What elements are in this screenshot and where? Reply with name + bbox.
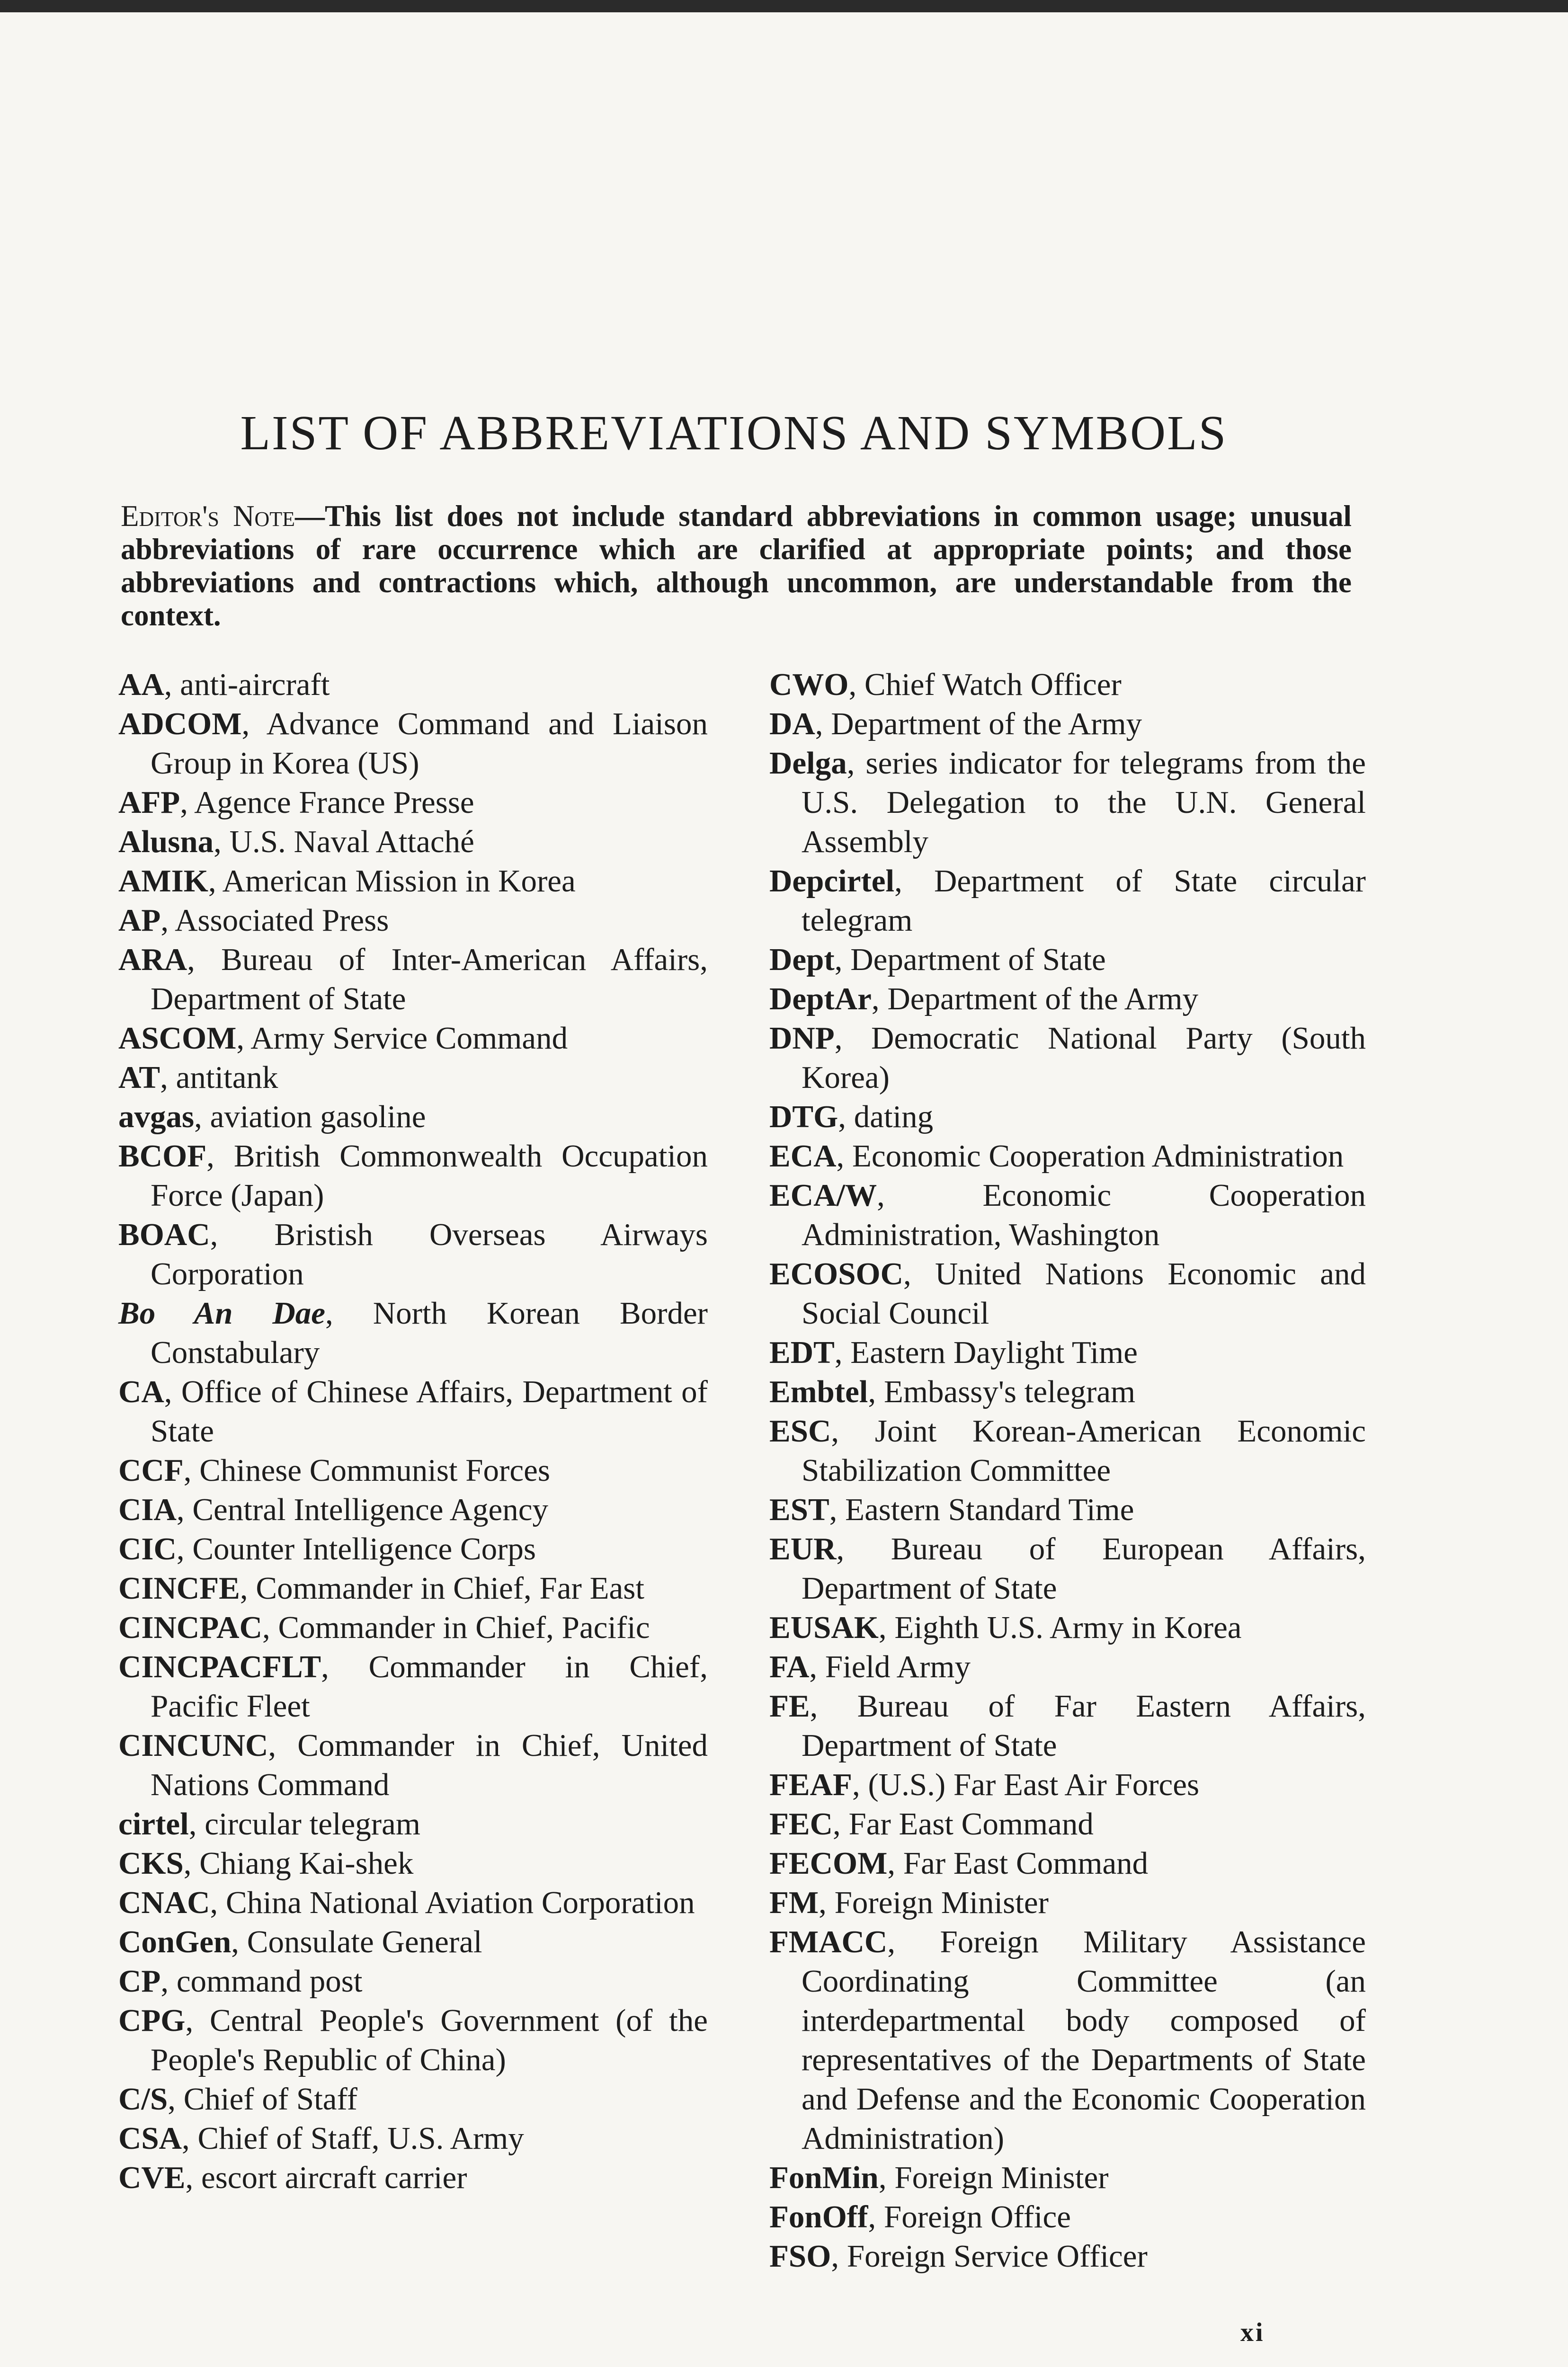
abbreviation-definition: North Korean Border Constabulary bbox=[151, 1296, 708, 1370]
abbreviation-term: DTG bbox=[769, 1099, 838, 1134]
abbreviation-definition: Bureau of Inter-American Affairs, Department of State bbox=[151, 942, 708, 1016]
abbreviation-entry bbox=[769, 1922, 1366, 2158]
abbreviation-entry bbox=[769, 1137, 1366, 1176]
abbreviation-definition: circular telegram bbox=[205, 1806, 420, 1842]
editors-note bbox=[121, 499, 1352, 632]
abbreviation-term: AA bbox=[118, 667, 164, 702]
abbreviation-entry bbox=[118, 1530, 708, 1569]
abbreviation-definition: Bureau of European Affairs, Department of State bbox=[802, 1531, 1366, 1606]
abbreviation-term: CKS bbox=[118, 1846, 184, 1881]
abbreviation-entry bbox=[769, 1019, 1366, 1097]
abbreviation-definition: Far East Command bbox=[903, 1846, 1149, 1881]
abbreviation-entry bbox=[769, 665, 1366, 704]
abbreviation-entry bbox=[118, 1962, 708, 2001]
abbreviation-term: Alusna bbox=[118, 824, 214, 859]
separator: , bbox=[819, 1885, 835, 1920]
abbreviation-term: CINCPAC bbox=[118, 1610, 262, 1645]
abbreviation-definition: Chief Watch Officer bbox=[864, 667, 1122, 702]
abbreviation-entry bbox=[769, 1097, 1366, 1137]
abbreviation-term: Depcirtel bbox=[769, 863, 895, 899]
abbreviation-entry bbox=[769, 1490, 1366, 1530]
separator: , bbox=[194, 1099, 210, 1134]
abbreviation-definition: Far East Command bbox=[848, 1806, 1094, 1842]
abbreviation-definition: Bureau of Far Eastern Affairs, Department of State bbox=[802, 1689, 1366, 1763]
abbreviation-definition: Foreign Service Officer bbox=[846, 2239, 1148, 2274]
separator: , bbox=[240, 1571, 256, 1606]
abbreviation-entry bbox=[769, 862, 1366, 940]
abbreviation-term: CINCPACFLT bbox=[118, 1649, 321, 1684]
abbreviation-definition: Democratic National Party (South Korea) bbox=[802, 1021, 1366, 1095]
abbreviation-term: C/S bbox=[118, 2082, 168, 2117]
abbreviation-term: ESC bbox=[769, 1414, 831, 1449]
abbreviation-entry bbox=[118, 1097, 708, 1137]
abbreviation-term: CA bbox=[118, 1374, 164, 1409]
abbreviation-entry bbox=[769, 2198, 1366, 2237]
abbreviation-entry bbox=[118, 1137, 708, 1215]
separator: , bbox=[176, 1531, 193, 1566]
abbreviation-definition: Eastern Standard Time bbox=[845, 1492, 1134, 1527]
abbreviation-definition: Department of State bbox=[850, 942, 1106, 977]
separator: , bbox=[833, 1806, 849, 1842]
abbreviation-term: Delga bbox=[769, 746, 847, 781]
separator: , bbox=[231, 1924, 247, 1959]
separator: , bbox=[846, 746, 866, 781]
abbreviation-definition: Office of Chinese Affairs, Department of State bbox=[151, 1374, 708, 1449]
abbreviation-term: FSO bbox=[769, 2239, 831, 2274]
abbreviation-term: Bo An Dae bbox=[118, 1296, 326, 1331]
abbreviation-term: FMACC bbox=[769, 1924, 888, 1959]
separator: , bbox=[887, 1846, 903, 1881]
abbreviation-term: ECA/W bbox=[769, 1178, 877, 1213]
separator: , bbox=[878, 2160, 895, 2195]
separator: , bbox=[868, 1374, 884, 1409]
abbreviation-entry bbox=[118, 783, 708, 822]
separator: , bbox=[815, 706, 831, 741]
abbreviation-entry bbox=[769, 1372, 1366, 1412]
abbreviation-term: EDT bbox=[769, 1335, 835, 1370]
abbreviation-term: DeptAr bbox=[769, 981, 872, 1016]
abbreviation-entry bbox=[769, 1608, 1366, 1647]
abbreviation-definition: Embassy's telegram bbox=[883, 1374, 1136, 1409]
abbreviation-term: CP bbox=[118, 1964, 161, 1999]
abbreviation-entry bbox=[118, 862, 708, 901]
abbreviation-term: BOAC bbox=[118, 1217, 210, 1252]
separator: , bbox=[321, 1649, 369, 1684]
abbreviation-definition: Economic Cooperation Administration bbox=[852, 1139, 1344, 1174]
separator: , bbox=[852, 1767, 868, 1802]
separator: , bbox=[268, 1728, 298, 1763]
abbreviation-definition: Chief of Staff bbox=[183, 2082, 357, 2117]
separator: , bbox=[834, 942, 851, 977]
separator: , bbox=[831, 2239, 847, 2274]
separator: , bbox=[182, 2121, 198, 2156]
abbreviation-definition: China National Aviation Corporation bbox=[226, 1885, 695, 1920]
abbreviation-term: CIA bbox=[118, 1492, 177, 1527]
abbreviation-term: ADCOM bbox=[118, 706, 242, 741]
abbreviation-term: ASCOM bbox=[118, 1021, 237, 1056]
abbreviation-entry bbox=[118, 1844, 708, 1883]
abbreviation-term: FonOff bbox=[769, 2199, 868, 2234]
abbreviation-term: DNP bbox=[769, 1021, 835, 1056]
abbreviation-entry bbox=[769, 1333, 1366, 1372]
abbreviation-list-right-column bbox=[769, 665, 1366, 2276]
abbreviation-term: AFP bbox=[118, 785, 180, 820]
separator: , bbox=[164, 1374, 181, 1409]
abbreviation-term: ARA bbox=[118, 942, 187, 977]
separator: , bbox=[185, 2160, 201, 2195]
abbreviation-term: ECA bbox=[769, 1139, 837, 1174]
abbreviation-definition: Economic Cooperation Administration, Washington bbox=[802, 1178, 1366, 1252]
abbreviation-definition: antitank bbox=[176, 1060, 278, 1095]
abbreviation-definition: dating bbox=[854, 1099, 934, 1134]
separator: , bbox=[810, 1689, 857, 1724]
abbreviation-definition: Department of the Army bbox=[831, 706, 1142, 741]
separator: , bbox=[836, 1531, 891, 1566]
separator: , bbox=[829, 1492, 846, 1527]
abbreviation-entry bbox=[769, 2158, 1366, 2198]
abbreviation-term: CSA bbox=[118, 2121, 182, 2156]
abbreviation-entry bbox=[769, 979, 1366, 1019]
abbreviation-entry bbox=[118, 1058, 708, 1097]
separator: , bbox=[188, 1806, 205, 1842]
abbreviation-definition: Field Army bbox=[825, 1649, 971, 1684]
abbreviation-entry bbox=[769, 1647, 1366, 1687]
separator: , bbox=[903, 1256, 935, 1291]
abbreviation-term: Dept bbox=[769, 942, 835, 977]
abbreviation-definition: Chief of Staff, U.S. Army bbox=[197, 2121, 524, 2156]
separator: , bbox=[160, 1964, 177, 1999]
separator: , bbox=[834, 1335, 851, 1370]
abbreviation-entry bbox=[769, 704, 1366, 744]
abbreviation-entry bbox=[769, 1412, 1366, 1490]
abbreviation-entry bbox=[118, 2080, 708, 2119]
abbreviation-definition: Foreign Military Assistance Coordinating Committee (an interdepartmental body composed of representatives of the Departments of State and Defense and the Economic Cooperation Administration) bbox=[802, 1924, 1366, 2156]
abbreviation-term: FM bbox=[769, 1885, 819, 1920]
abbreviation-entry bbox=[118, 1490, 708, 1530]
abbreviation-term: EUR bbox=[769, 1531, 837, 1566]
separator: , bbox=[210, 1217, 275, 1252]
separator: , bbox=[168, 2082, 184, 2117]
abbreviation-entry bbox=[118, 2119, 708, 2158]
abbreviation-definition: escort aircraft carrier bbox=[201, 2160, 467, 2195]
separator: , bbox=[208, 863, 223, 899]
separator: , bbox=[836, 1139, 852, 1174]
top-border bbox=[0, 0, 1568, 12]
editors-note-label: Editor's Note bbox=[121, 499, 295, 533]
abbreviation-definition: Chinese Communist Forces bbox=[199, 1453, 550, 1488]
abbreviation-definition: Department of State circular telegram bbox=[802, 863, 1366, 938]
abbreviation-entry bbox=[769, 1530, 1366, 1608]
abbreviation-definition: Eighth U.S. Army in Korea bbox=[894, 1610, 1242, 1645]
separator: , bbox=[877, 1178, 983, 1213]
abbreviation-entry bbox=[769, 1883, 1366, 1922]
abbreviation-entry bbox=[769, 1176, 1366, 1255]
abbreviation-entry bbox=[118, 940, 708, 1019]
separator: , bbox=[838, 1099, 854, 1134]
abbreviation-definition: Chiang Kai-shek bbox=[199, 1846, 414, 1881]
abbreviation-definition: (U.S.) Far East Air Forces bbox=[868, 1767, 1200, 1802]
abbreviation-definition: American Mission in Korea bbox=[222, 863, 576, 899]
separator: , bbox=[185, 2003, 210, 2038]
separator: , bbox=[180, 785, 195, 820]
abbreviation-term: CIC bbox=[118, 1531, 177, 1566]
abbreviation-term: EUSAK bbox=[769, 1610, 879, 1645]
separator: , bbox=[834, 1021, 872, 1056]
abbreviation-definition: Joint Korean-American Economic Stabilization Committee bbox=[802, 1414, 1366, 1488]
separator: , bbox=[887, 1924, 940, 1959]
separator: , bbox=[848, 667, 864, 702]
abbreviation-entry bbox=[118, 1805, 708, 1844]
abbreviation-term: ConGen bbox=[118, 1924, 232, 1959]
abbreviation-term: BCOF bbox=[118, 1139, 207, 1174]
separator: , bbox=[871, 981, 888, 1016]
abbreviation-term: FE bbox=[769, 1689, 810, 1724]
abbreviation-term: AMIK bbox=[118, 863, 208, 899]
abbreviation-entry bbox=[118, 1647, 708, 1726]
abbreviation-definition: Foreign Minister bbox=[834, 1885, 1049, 1920]
abbreviation-term: CINCFE bbox=[118, 1571, 240, 1606]
separator: , bbox=[160, 1060, 176, 1095]
abbreviation-entry bbox=[118, 1883, 708, 1922]
abbreviation-definition: Commander in Chief, United Nations Command bbox=[151, 1728, 708, 1802]
abbreviation-term: FEC bbox=[769, 1806, 833, 1842]
abbreviation-entry bbox=[769, 1255, 1366, 1333]
abbreviation-entry bbox=[118, 2158, 708, 2198]
abbreviation-term: cirtel bbox=[118, 1806, 189, 1842]
abbreviation-entry bbox=[118, 1019, 708, 1058]
abbreviation-definition: aviation gasoline bbox=[210, 1099, 426, 1134]
abbreviation-entry bbox=[118, 1294, 708, 1372]
abbreviation-definition: Foreign Office bbox=[883, 2199, 1071, 2234]
separator: , bbox=[183, 1846, 200, 1881]
separator: , bbox=[214, 824, 230, 859]
abbreviation-definition: United Nations Economic and Social Council bbox=[802, 1256, 1366, 1331]
separator: , bbox=[210, 1885, 226, 1920]
abbreviation-term: ECOSOC bbox=[769, 1256, 903, 1291]
page-number: xi bbox=[1240, 2318, 1265, 2347]
abbreviation-term: AP bbox=[118, 903, 161, 938]
separator: , bbox=[831, 1414, 875, 1449]
abbreviation-entry bbox=[118, 1215, 708, 1294]
abbreviation-term: FonMin bbox=[769, 2160, 879, 2195]
separator: , bbox=[187, 942, 222, 977]
abbreviation-term: CPG bbox=[118, 2003, 186, 2038]
abbreviation-entry bbox=[118, 1726, 708, 1805]
abbreviation-term: CVE bbox=[118, 2160, 186, 2195]
separator: , bbox=[176, 1492, 193, 1527]
abbreviation-entry bbox=[118, 1372, 708, 1451]
abbreviation-definition: Counter Intelligence Corps bbox=[192, 1531, 536, 1566]
abbreviation-definition: command post bbox=[176, 1964, 363, 1999]
abbreviation-definition: Commander in Chief, Far East bbox=[256, 1571, 644, 1606]
separator: , bbox=[183, 1453, 200, 1488]
editors-note-text: —This list does not include standard abbreviations in common usage; unusual abbreviations of rare occurrence which are clarified at appropriate points; and those abbreviations and contractions which, although uncommon, are understandable from the context. bbox=[121, 499, 1352, 632]
abbreviation-entry bbox=[118, 1451, 708, 1490]
separator: , bbox=[262, 1610, 278, 1645]
separator: , bbox=[236, 1021, 251, 1056]
abbreviation-term: FA bbox=[769, 1649, 810, 1684]
separator: , bbox=[868, 2199, 884, 2234]
abbreviation-definition: Bristish Overseas Airways Corporation bbox=[151, 1217, 708, 1291]
abbreviation-entry bbox=[118, 2001, 708, 2080]
abbreviation-definition: Army Service Command bbox=[250, 1021, 568, 1056]
abbreviation-term: CWO bbox=[769, 667, 849, 702]
abbreviation-entry bbox=[118, 901, 708, 940]
abbreviation-definition: Department of the Army bbox=[887, 981, 1199, 1016]
abbreviation-entry bbox=[118, 1569, 708, 1608]
abbreviation-term: CCF bbox=[118, 1453, 184, 1488]
separator: , bbox=[325, 1296, 373, 1331]
abbreviation-term: DA bbox=[769, 706, 815, 741]
abbreviation-term: CINCUNC bbox=[118, 1728, 268, 1763]
abbreviation-definition: Commander in Chief, Pacific Fleet bbox=[151, 1649, 708, 1724]
abbreviation-definition: Commander in Chief, Pacific bbox=[278, 1610, 650, 1645]
abbreviation-term: CNAC bbox=[118, 1885, 210, 1920]
abbreviation-entry bbox=[118, 822, 708, 862]
abbreviation-term: EST bbox=[769, 1492, 829, 1527]
abbreviation-entry bbox=[118, 704, 708, 783]
abbreviation-entry bbox=[769, 744, 1366, 862]
abbreviation-entry bbox=[118, 665, 708, 704]
page-title: LIST OF ABBREVIATIONS AND SYMBOLS bbox=[240, 406, 1228, 460]
abbreviation-definition: British Commonwealth Occupation Force (Japan) bbox=[151, 1139, 708, 1213]
abbreviation-list-left-column bbox=[118, 665, 708, 2198]
abbreviation-definition: Agence France Presse bbox=[194, 785, 474, 820]
separator: , bbox=[241, 706, 267, 741]
abbreviation-entry bbox=[769, 1687, 1366, 1765]
abbreviation-definition: Advance Command and Liaison Group in Korea (US) bbox=[151, 706, 708, 781]
abbreviation-definition: anti-aircraft bbox=[180, 667, 330, 702]
separator: , bbox=[206, 1139, 234, 1174]
abbreviation-definition: Central Intelligence Agency bbox=[192, 1492, 548, 1527]
abbreviation-term: avgas bbox=[118, 1099, 195, 1134]
abbreviation-term: FEAF bbox=[769, 1767, 852, 1802]
abbreviation-definition: Associated Press bbox=[175, 903, 389, 938]
separator: , bbox=[809, 1649, 825, 1684]
abbreviation-term: FECOM bbox=[769, 1846, 888, 1881]
separator: , bbox=[878, 1610, 895, 1645]
abbreviation-definition: Eastern Daylight Time bbox=[850, 1335, 1138, 1370]
abbreviation-term: Embtel bbox=[769, 1374, 868, 1409]
abbreviation-entry bbox=[769, 2237, 1366, 2276]
abbreviation-entry bbox=[769, 1844, 1366, 1883]
abbreviation-definition: series indicator for telegrams from the U.S. Delegation to the U.N. General Assembly bbox=[802, 746, 1366, 859]
abbreviation-definition: Foreign Minister bbox=[894, 2160, 1109, 2195]
separator: , bbox=[160, 903, 175, 938]
separator: , bbox=[164, 667, 180, 702]
separator: , bbox=[894, 863, 935, 899]
abbreviation-definition: Consulate General bbox=[247, 1924, 482, 1959]
abbreviation-term: AT bbox=[118, 1060, 160, 1095]
abbreviation-definition: Central People's Government (of the People's Republic of China) bbox=[151, 2003, 708, 2077]
abbreviation-entry bbox=[118, 1608, 708, 1647]
abbreviation-entry bbox=[769, 1765, 1366, 1805]
abbreviation-definition: U.S. Naval Attaché bbox=[229, 824, 474, 859]
abbreviation-entry bbox=[769, 1805, 1366, 1844]
abbreviation-entry bbox=[769, 940, 1366, 979]
abbreviation-entry bbox=[118, 1922, 708, 1962]
